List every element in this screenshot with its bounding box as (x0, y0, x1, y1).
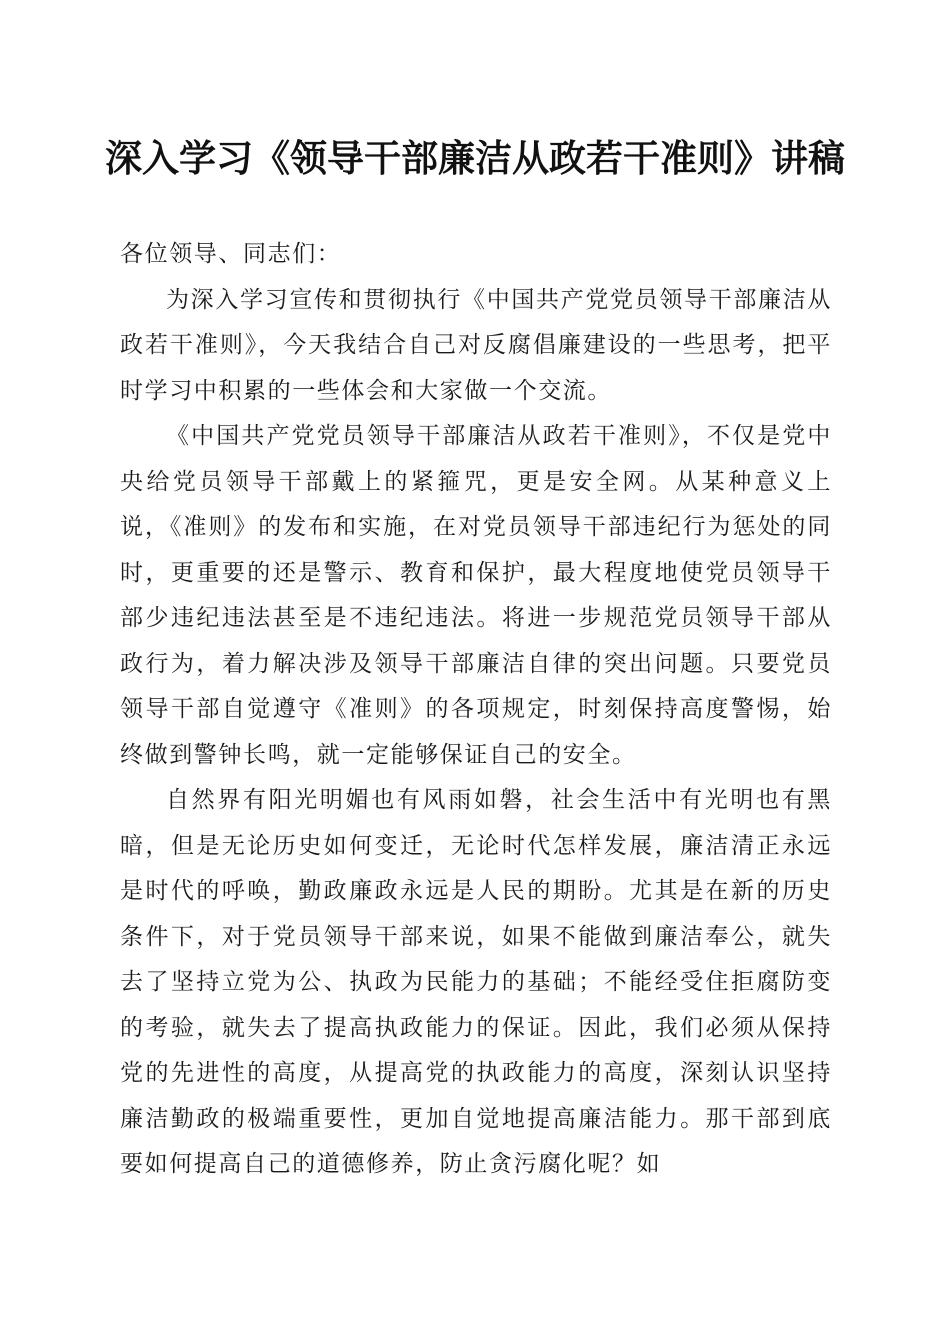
paragraph-2: 《中国共产党党员领导干部廉洁从政若干准则》，不仅是党中央给党员领导干部戴上的紧箍咒，更是安全网。从某种意义上说，《准则》的发布和实施，在对党员领导干部违纪行为惩处的同时，更重要的还是警示、教育和保护，最大程度地使党员领导干部少违纪违法甚至是不违纪违法。将进一步规范党员领导干部从政行为，着力解决涉及领导干部廉洁自律的突出问题。只要党员领导干部自觉遵守《准则》的各项规定，时刻保持高度警惕，始终做到警钟长鸣，就一定能够保证自己的安全。 (120, 423, 832, 768)
document-body (120, 232, 832, 1188)
paragraph-1: 为深入学习宣传和贯彻执行《中国共产党党员领导干部廉洁从政若干准则》，今天我结合自己对反腐倡廉建设的一些思考，把平时学习中积累的一些体会和大家做一个交流。 (120, 286, 832, 404)
paragraph-3: 自然界有阳光明媚也有风雨如磐，社会生活中有光明也有黑暗，但是无论历史如何变迁，无论时代怎样发展，廉洁清正永远是时代的呼唤，勤政廉政永远是人民的期盼。尤其是在新的历史条件下，对于党员领导干部来说，如果不能做到廉洁奉公，就失去了坚持立党为公、执政为民能力的基础；不能经受住拒腐防变的考验，就失去了提高执政能力的保证。因此，我们必须从保持党的先进性的高度，从提高党的执政能力的高度，深刻认识坚持廉洁勤政的极端重要性，更加自觉地提高廉洁能力。那干部到底要如何提高自己的道德修养，防止贪污腐化呢？如 (120, 787, 832, 1177)
document-title: 深入学习《领导干部廉洁从政若干准则》讲稿 (105, 136, 845, 180)
salutation: 各位领导、同志们： (120, 241, 342, 267)
